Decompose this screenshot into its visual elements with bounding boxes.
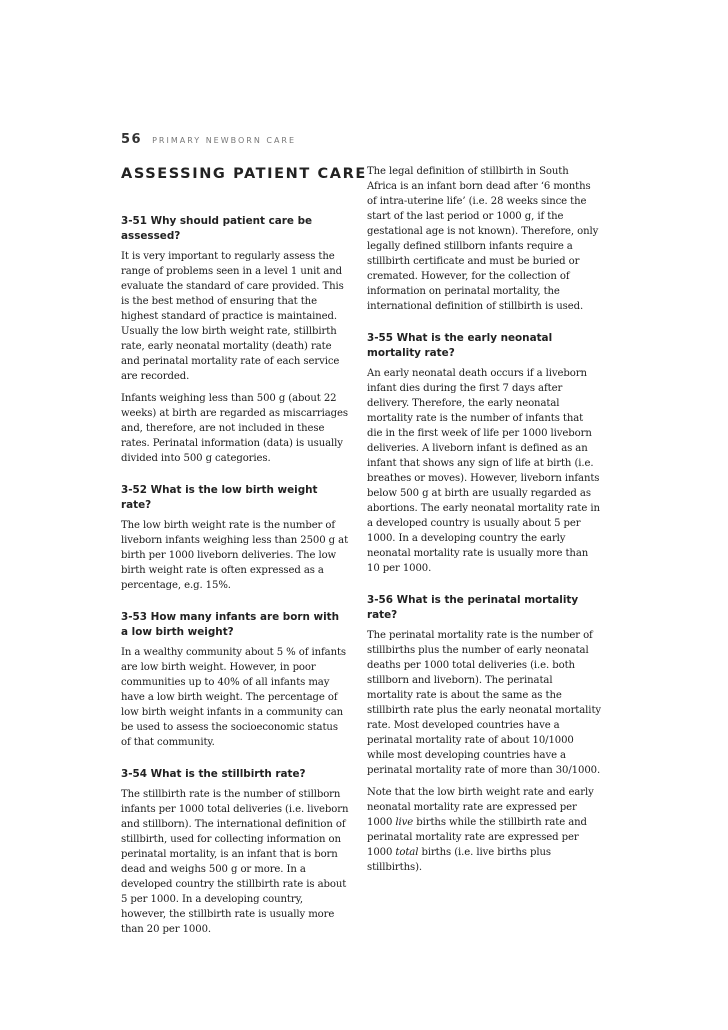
- answer-3-55-paragraph: An early neonatal death occurs if a liveborn infant dies during the first 7 days after delivery. Therefore, the early neonatal mortality rate is the number of infants that die in the first week of life per 1000 liveborn deliveries. A liveborn infant is defined as an infant that shows any sign of life at birth (i.e. breathes or moves). However, liveborn infants below 500 g at birth are usually regarded as abortions. The early neonatal mortality rate in a developed country is usually about 5 per 1000. In a developing country the early neonatal mortality rate is usually more than 10 per 1000.: [367, 368, 600, 574]
- question-3-56: 3-56 What is the perinatal mortality rate?: [367, 594, 579, 621]
- note-emphasis-live: live: [395, 817, 414, 828]
- answer-3-56-paragraph: The perinatal mortality rate is the number of stillbirths plus the number of early neonatal deaths per 1000 total deliveries (i.e. both stillborn and liveborn). The perinatal mortality rate is about the same as the stillbirth rate plus the early neonatal mortality rate. Most developed countries have a perinatal mortality rate of about 10/1000 while most developing countries have a perinatal mortality rate of more than 30/1000.: [367, 630, 601, 776]
- right-column: [367, 164, 601, 882]
- answer-3-51-paragraph-1: It is very important to regularly assess the range of problems seen in a level 1 unit and evaluate the standard of care provided. This is the best method of ensuring that the highest standard of practice is maintained. Usually the low birth weight rate, stillbirth rate, early neonatal mortality (death) rate and perinatal mortality rate of each service are recorded.: [121, 251, 344, 382]
- note-text-2: births while the stillbirth rate and perinatal mortality rate are expressed per 1000: [367, 817, 587, 858]
- left-column: [121, 164, 367, 944]
- answer-3-51-paragraph-2: Infants weighing less than 500 g (about 22 weeks) at birth are regarded as miscarriages and, therefore, are not included in these rates. Perinatal information (data) is usually divided into 500 g categories.: [121, 393, 348, 464]
- page-number: 56: [121, 132, 143, 147]
- question-3-54: 3-54 What is the stillbirth rate?: [121, 768, 306, 780]
- question-3-51: 3-51 Why should patient care be assessed?: [121, 215, 313, 242]
- answer-3-54-paragraph: The stillbirth rate is the number of stillborn infants per 1000 total deliveries (i.e. liveborn and stillborn). The international definition of stillbirth, used for collecting information on perinatal mortality, is an infant that is born dead and weighs 500 g or more. In a developed country the stillbirth rate is about 5 per 1000. In a developing country, however, the stillbirth rate is usually more than 20 per 1000.: [121, 789, 349, 935]
- question-3-55: 3-55 What is the early neonatal mortality rate?: [367, 332, 553, 359]
- answer-3-56-note: [367, 785, 601, 875]
- book-title: PRIMARY NEWBORN CARE: [152, 136, 297, 145]
- question-3-52: 3-52 What is the low birth weight rate?: [121, 484, 318, 511]
- answer-3-52-paragraph: The low birth weight rate is the number of liveborn infants weighing less than 2500 g at birth per 1000 liveborn deliveries. The low birth weight rate is often expressed as a percentage, e.g. 15%.: [121, 520, 349, 591]
- running-header: [121, 132, 296, 147]
- answer-3-53-paragraph: In a wealthy community about 5 % of infants are low birth weight. However, in poor communities up to 40% of all infants may have a low birth weight. The percentage of low birth weight infants in a community can be used to assess the socioeconomic status of that community.: [121, 647, 347, 748]
- note-text-3: births (i.e. live births plus stillbirths).: [367, 847, 551, 873]
- note-emphasis-total: total: [395, 847, 419, 858]
- stillbirth-legal-definition-paragraph: The legal definition of stillbirth in South Africa is an infant born dead after ‘6 months of intra-uterine life’ (i.e. 28 weeks since the start of the last period or 1000 g, if the gestational age is not known). Therefore, only legally defined stillborn infants require a stillbirth certificate and must be buried or cremated. However, for the collection of information on perinatal mortality, the international definition of stillbirth is used.: [367, 166, 599, 312]
- question-3-53: 3-53 How many infants are born with a low birth weight?: [121, 611, 339, 638]
- note-text-1: Note that the low birth weight rate and early neonatal mortality rate are expressed per 1000: [367, 787, 594, 828]
- section-title: ASSESSING PATIENT CARE: [121, 166, 367, 182]
